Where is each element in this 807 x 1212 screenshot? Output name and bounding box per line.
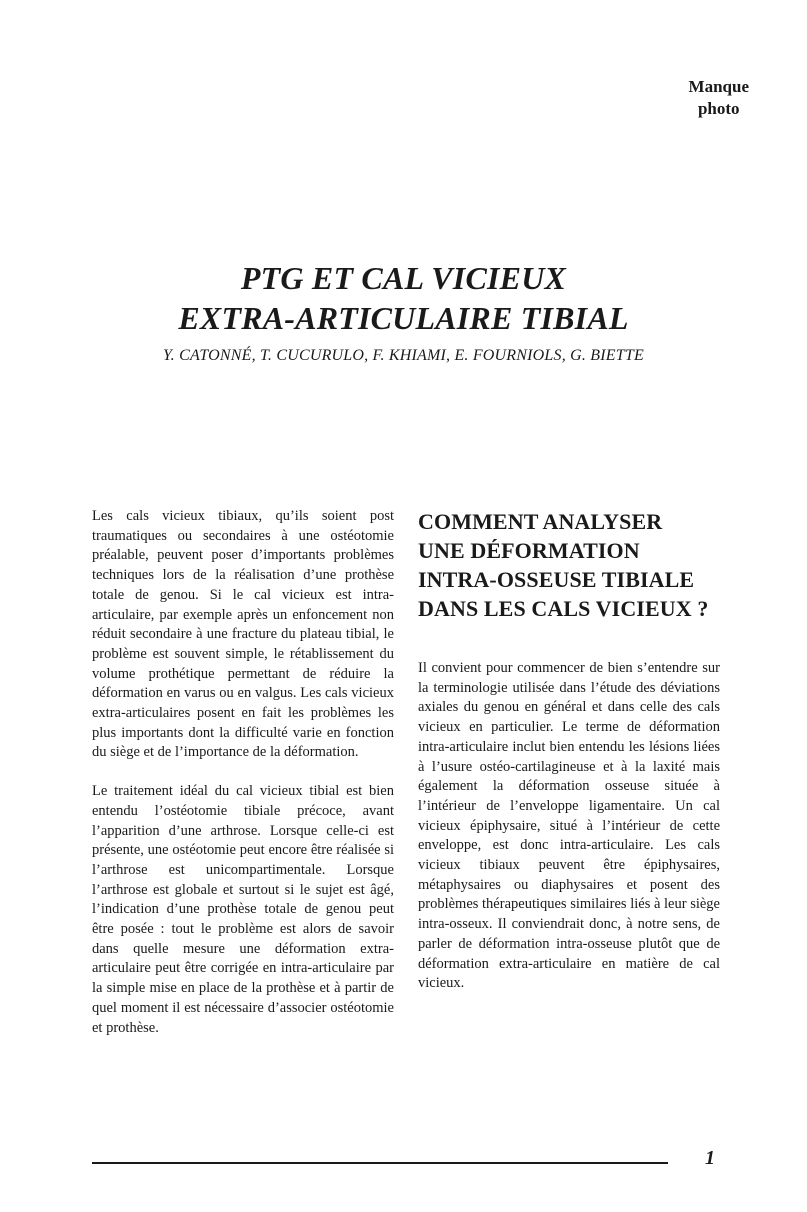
right-column [418,507,720,994]
footer-rule [92,1162,668,1164]
page-number: 1 [705,1147,715,1169]
left-column [92,507,394,1038]
article-authors: Y. CATONNÉ, T. CUCURULO, F. KHIAMI, E. FOURNIOLS, G. BIETTE [163,347,644,364]
missing-photo-note-line1: Manque [688,77,749,96]
article-title-line2: EXTRA-ARTICULAIRE TIBIAL [178,300,629,336]
body-paragraph: Les cals vicieux tibiaux, qu’ils soient post traumatiques ou secondaires à une ostéotomie préalable, peuvent poser d’importants problèmes techniques lors de la réalisation d’une prothèse totale de genou. Si le cal vicieux est intra-articulaire, par exemple après un enfoncement non réduit secondaire à une fracture du plateau tibial, le problème est souvent simple, le rétablissement du volume prothétique permettant de réduire la déformation en varus ou en valgus. Les cals vicieux extra-articulaires posent en fait les problèmes les plus importants dont la difficulté varie en fonction du siège et de l’importance de la déformation. [92,508,394,761]
section-heading-line4: DANS LES CALS VICIEUX ? [418,596,709,621]
section-heading-line3: INTRA-OSSEUSE TIBIALE [418,567,695,592]
section-heading-line1: COMMENT ANALYSER [418,509,663,534]
section-heading [418,507,720,623]
section-heading-line2: UNE DÉFORMATION [418,538,640,563]
body-paragraph: Le traitement idéal du cal vicieux tibial est bien entendu l’ostéotomie tibiale précoce, avant l’apparition d’une arthrose. Lorsque celle-ci est présente, une ostéotomie peut encore être réalisée si l’arthrose est unicompartimentale. Lorsque l’arthrose est globale et surtout si le sujet est âgé, l’indication d’une prothèse totale de genou peut être posée : tout le problème est alors de savoir dans quelle mesure une déformation extra-articulaire peut être corrigée en intra-articulaire par la simple mise en place de la prothèse et à partir de quel moment il est nécessaire d’associer ostéotomie et prothèse. [92,783,394,1036]
body-paragraph: Il convient pour commencer de bien s’entendre sur la terminologie utilisée dans l’étude des déviations axiales du genou en général et dans celle des cals vicieux en particulier. Le terme de déformation intra-articulaire inclut bien entendu les lésions liées à l’usure ostéo-cartilagineuse et à la laxité mais également la déformation osseuse située à l’intérieur de l’enveloppe ligamentaire. Un cal vicieux épiphysaire, situé à l’intérieur de cette enveloppe, est donc intra-articulaire. Les cals vicieux tibiaux peuvent être épiphysaires, métaphysaires ou diaphysaires et posent des problèmes thérapeutiques similaires liés à leur siège intra-osseux. Il conviendrait donc, à notre sens, de parler de déformation intra-osseuse plutôt que de déformation extra-articulaire en matière de cal vicieux. [418,660,720,992]
missing-photo-note [689,76,749,120]
article-title-line1: PTG ET CAL VICIEUX [240,260,567,296]
article-header [0,258,807,366]
missing-photo-note-line2: photo [697,99,740,118]
